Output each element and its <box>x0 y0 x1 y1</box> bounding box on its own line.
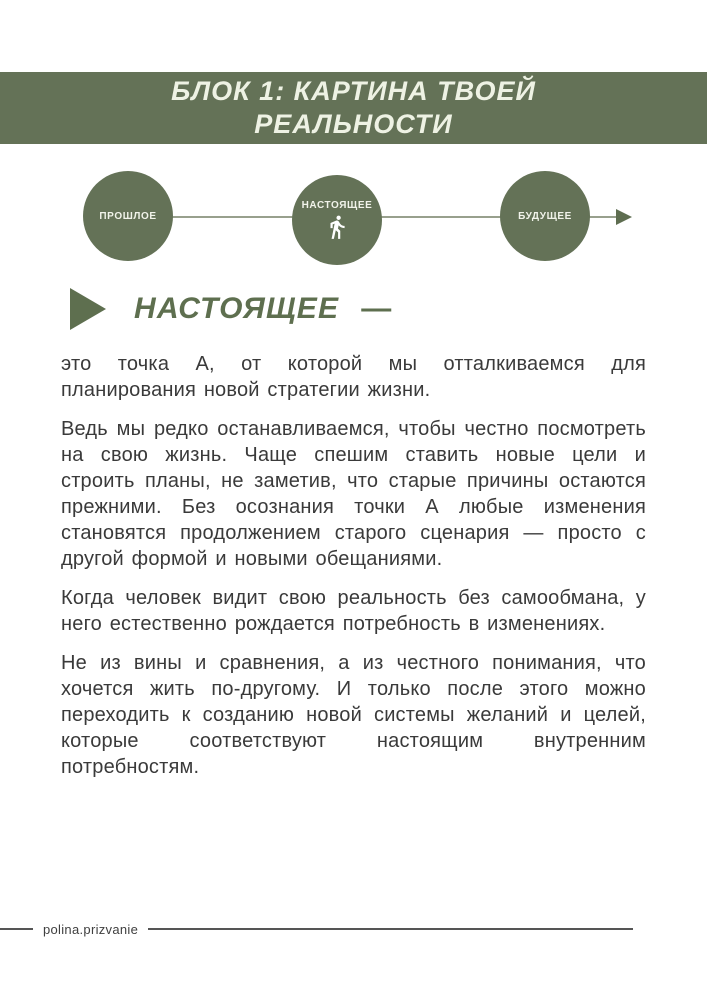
timeline-node-past <box>83 171 173 261</box>
timeline-node-present <box>292 175 382 265</box>
body-paragraph: Ведь мы редко останавливаемся, чтобы честно посмотреть на свою жизнь. Чаще спешим ставить новые цели и строить планы, не заметив, что старые причины остаются прежними. Без осознания точки А любые изменения становятся продолжением старого сценария — просто с другой формой и новыми обещаниями. <box>61 418 646 570</box>
timeline-diagram <box>0 0 707 300</box>
page-title-line2: РЕАЛЬНОСТИ <box>254 109 453 139</box>
footer-handle: polina.prizvanie <box>43 921 139 937</box>
walking-person-icon <box>324 214 350 240</box>
footer <box>0 921 633 937</box>
section-heading-row <box>70 287 391 331</box>
timeline-node-past-label: ПРОШЛОЕ <box>99 210 157 222</box>
body-paragraph: Не из вины и сравнения, а из честного понимания, что хочется жить по-другому. И только после этого можно переходить к созданию новой системы желаний и целей, которые соответствуют настоящим внутренним потребностям. <box>61 652 646 778</box>
timeline-node-future-label: БУДУЩЕЕ <box>518 210 572 222</box>
body-paragraph: это точка А, от которой мы отталкиваемся для планирования новой стратегии жизни. <box>61 353 646 401</box>
footer-rule-right <box>148 928 633 930</box>
section-heading-dash: — <box>361 292 392 325</box>
footer-rule-left <box>0 928 33 930</box>
play-triangle-icon <box>70 288 106 330</box>
page-title-line1: БЛОК 1: КАРТИНА ТВОЕЙ <box>171 76 536 106</box>
timeline-arrowhead-icon <box>616 209 632 225</box>
timeline-node-present-label: НАСТОЯЩЕЕ <box>301 200 373 211</box>
timeline-node-future <box>500 171 590 261</box>
body-paragraphs <box>61 351 646 793</box>
body-paragraph: Когда человек видит свою реальность без самообмана, у него естественно рождается потребность в изменениях. <box>61 587 646 635</box>
section-heading: НАСТОЯЩЕЕ <box>134 292 340 325</box>
